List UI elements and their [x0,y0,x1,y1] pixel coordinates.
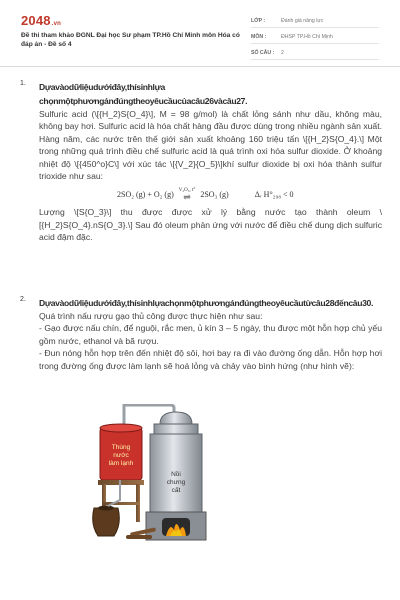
question-number: 2. [20,296,26,303]
site-logo[interactable] [21,13,61,28]
question-line: - Gạo được nấu chín, để nguội, rắc men, ủ kín 3 – 5 ngày, thu được một hỗn hợp chủ yếu gồm nước, ethanol và bã rượu. [39,323,382,346]
meta-key: LỚP : [251,17,266,24]
cooling-tank [100,424,142,480]
meta-row-count [251,46,379,60]
equilibrium-arrow [179,188,196,201]
tank-label-line: nước [113,452,129,459]
question-body [39,80,382,244]
equation-reactants: 2SO₂ (g) + O₂ (g) [117,189,174,199]
document-header [0,0,400,66]
question-intro: Dựavàodữliệudướiđây,thísinhlựachọnmộtphươngánđúngtheoyêucầutừcâu28đếncâu30. [39,298,374,308]
equation-condition: V₂O₅, t° [178,187,196,193]
logo-suffix: .vn [51,21,62,27]
tank-label-line: Thùng [111,444,131,451]
equation-enthalpy: Δᵣ H°₂₉₈ < 0 [254,189,294,199]
tank-label-line: làm lạnh [108,460,134,467]
question-intro-line-2: chọnmộtphươngánđúngtheoyêucầucủacâu26vàcâu27. [39,96,248,106]
question-number: 1. [20,80,26,87]
meta-value: Đánh giá năng lực [281,17,324,24]
document-title: Đề thi tham khảo ĐGNL Đại học Sư phạm TP.Hồ Chí Minh môn Hóa có đáp án - Đề số 4 [21,32,240,48]
brick-stove [146,512,206,540]
question-line: - Đun nóng hỗn hợp trên đến nhiệt độ sôi, hơi bay ra đi vào đường ống dẫn. Hỗn hợp hơi trong đường ống được làm lạnh sẽ hoá lỏng và chảy vào bình hứng (như hình vẽ): [39,348,382,371]
equation-products: 2SO₃ (g) [200,189,229,199]
collection-jar [93,506,120,537]
meta-value: ĐHSP TP.Hồ Chí Minh [281,33,333,40]
pot-label-line: chưng [166,479,186,486]
meta-key: SỐ CÂU : [251,49,275,56]
pot-label-line: cất [171,487,181,494]
pot-label-line: Nồi [171,471,181,478]
equation-arrow-glyph: ⇌ [183,191,191,202]
question-body [39,296,382,372]
meta-panel [251,14,379,62]
question-paragraph: Lượng \[S{O_3}\] thu được được xử lý bằng nước tạo thành oleum \[{H_2}S{O_4}.nS{O_3}.\] Sau đó oleum phản ứng với nước để điều chế dung dịch sulfuric acid đậm đặc. [39,207,382,243]
meta-row-class [251,14,379,28]
question-paragraph: Sulfuric acid (\[{H_2}S{O_4}\], M = 98 g/mol) là chất lỏng sánh như dầu, không màu, không bay hơi. Sulfuric acid là hóa chất hàng đầu được dùng trong nhiều ngành sản xuất. Hàng năm, các nước trên thế giới sản xuất khoảng 160 triệu tấn \[{H_2}S{O_4}.\] Một trong những quá trình điều chế sulfuric acid là quá trình oxi hóa sulfur dioxide. Ở khoảng nhiệt độ \[{450^o}C\] với xúc tác \[{V_2}{O_5}\]khí sulfur dioxide bị oxi hóa thành sulfur trioxide như sau: [39,109,382,182]
distillation-pot [150,412,202,512]
meta-row-subject [251,30,379,44]
logo-text: 2048 [21,13,51,28]
header-divider [0,66,400,67]
meta-value: 2 [281,49,284,56]
distillation-apparatus-figure [90,404,240,544]
question-line: Quá trình nấu rượu gạo thủ công được thực hiện như sau: [39,311,263,321]
meta-key: MÔN : [251,33,267,40]
question-intro-line-1: Dựavàodữliệudướiđây,thísinhlựa [39,82,165,92]
chemical-equation [117,182,382,206]
